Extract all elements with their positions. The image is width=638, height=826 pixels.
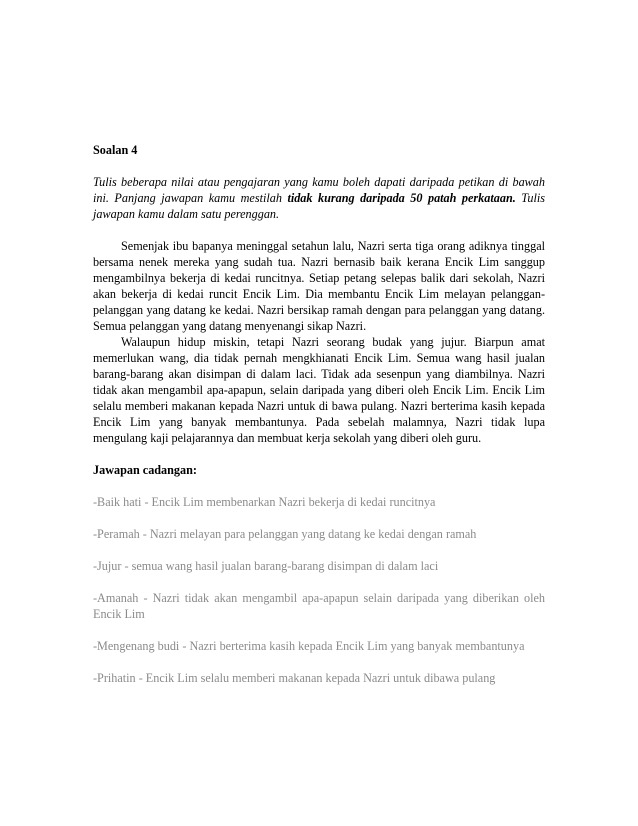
question-title: Soalan 4	[93, 143, 138, 157]
answer-item: -Mengenang budi - Nazri berterima kasih kepada Encik Lim yang banyak membantunya	[93, 639, 525, 653]
passage-paragraph-2: Walaupun hidup miskin, tetapi Nazri seorang budak yang jujur. Biarpun amat memerlukan wang, dia tidak pernah mengkhianati Encik Lim. Semua wang hasil jualan barang-barang akan disimpan di dalam laci. Tidak ada sesenpun yang diambilnya. Nazri tidak akan mengambil apa-apapun, selain daripada yang diberi oleh Encik Lim. Encik Lim selalu memberi makanan kepada Nazri untuk di bawa pulang. Nazri berterima kasih kepada Encik Lim yang banyak membantunya. Pada sebelah malamnya, Nazri tidak lupa mengulang kaji pelajarannya dan membuat kerja sekolah yang diberi oleh guru.	[93, 335, 545, 445]
document-page	[93, 142, 545, 702]
answer-item: -Peramah - Nazri melayan para pelanggan yang datang ke kedai dengan ramah	[93, 527, 477, 541]
answer-item: -Jujur - semua wang hasil jualan barang-barang disimpan di dalam laci	[93, 559, 439, 573]
instruction-text-part1: Tulis beberapa nilai atau pengajaran yang kamu boleh dapati daripada petikan di bawah ini. Panjang jawapan kamu mestilah	[93, 175, 545, 205]
answer-item: -Amanah - Nazri tidak akan mengambil apa-apapun selain daripada yang diberikan oleh Encik Lim	[93, 591, 545, 621]
passage-paragraph-1: Semenjak ibu bapanya meninggal setahun lalu, Nazri serta tiga orang adiknya tinggal bersama nenek mereka yang sudah tua. Nazri bernasib baik kerana Encik Lim sanggup mengambilnya bekerja di kedai runcitnya. Setiap petang selepas balik dari sekolah, Nazri akan bekerja di kedai runcit Encik Lim. Dia membantu Encik Lim melayan pelanggan-pelanggan yang datang ke kedai. Nazri bersikap ramah dengan para pelanggan yang datang. Semua pelanggan yang datang menyenangi sikap Nazri.	[93, 239, 545, 333]
answer-item: -Prihatin - Encik Lim selalu memberi makanan kepada Nazri untuk dibawa pulang	[93, 671, 496, 685]
instruction-paragraph	[93, 174, 545, 222]
instruction-emphasis: tidak kurang daripada 50 patah perkataan.	[287, 191, 516, 205]
answer-item: -Baik hati - Encik Lim membenarkan Nazri bekerja di kedai runcitnya	[93, 495, 436, 509]
answers-heading: Jawapan cadangan:	[93, 463, 197, 477]
answers-list	[93, 494, 545, 686]
instruction-text-part2: Tulis jawapan kamu dalam satu perenggan.	[93, 191, 545, 221]
passage	[93, 238, 545, 446]
